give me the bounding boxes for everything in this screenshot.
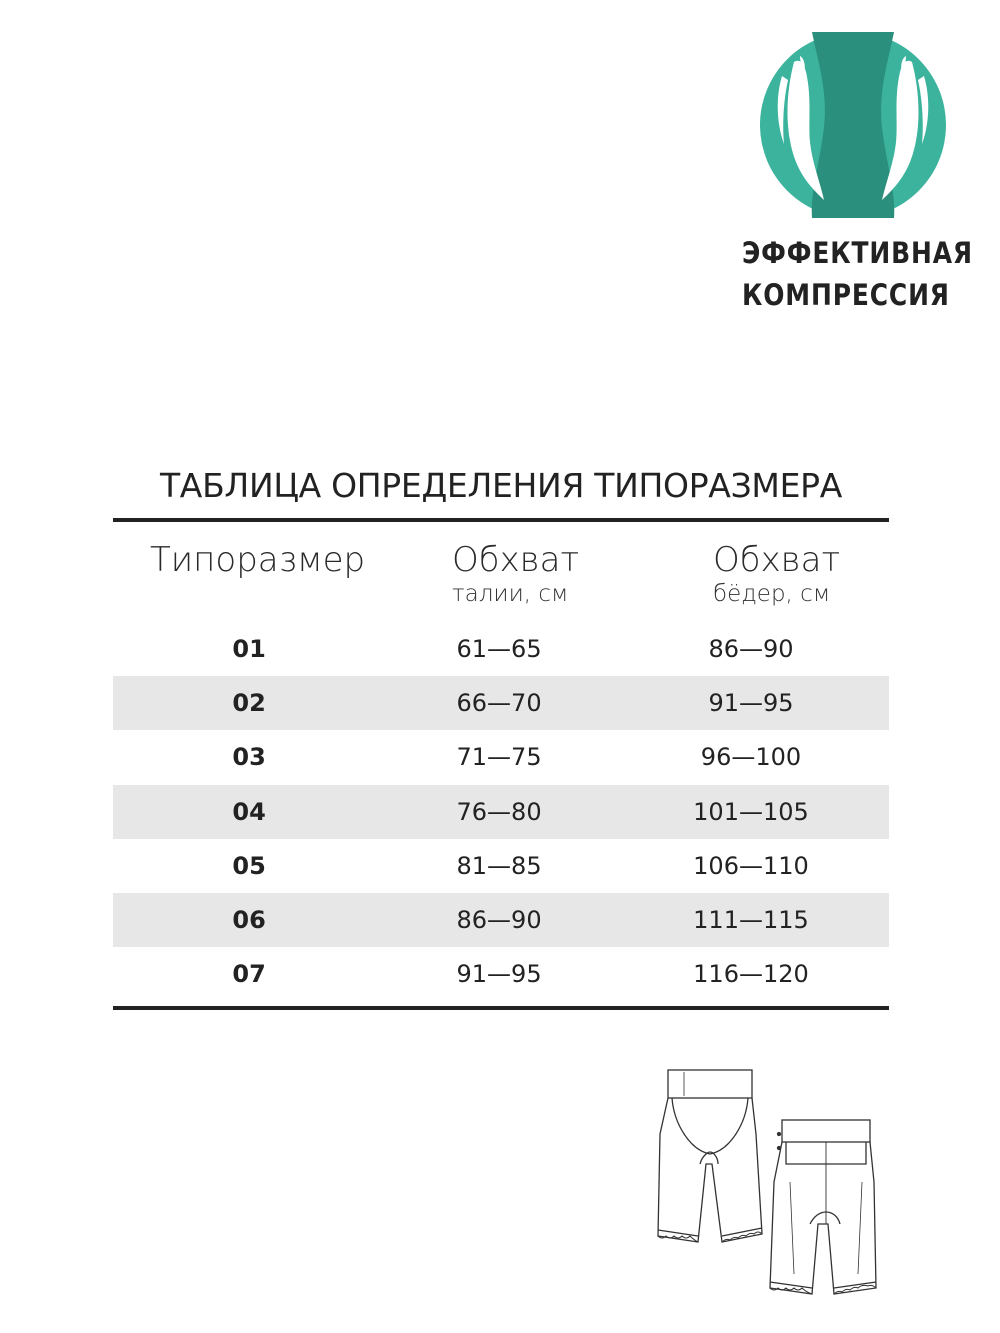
cell-size: 05: [232, 851, 266, 880]
header-waist-sub: талии, см: [452, 581, 569, 607]
header-hips: [713, 540, 840, 606]
header-waist: [452, 540, 579, 606]
cell-waist: 86—90: [456, 906, 542, 935]
size-table-body: [113, 622, 889, 1001]
cell-size: 01: [232, 635, 266, 664]
header-size: [150, 540, 365, 580]
table-top-rule: [113, 518, 889, 522]
badge-line-1: ЭФФЕКТИВНАЯ: [742, 236, 973, 270]
table-bottom-rule: [113, 1006, 889, 1010]
badge-label: [742, 232, 973, 316]
table-row: [113, 730, 889, 784]
cell-hips: 111—115: [693, 906, 809, 935]
cell-hips: 91—95: [708, 689, 794, 718]
header-hips-sub: бёдер, см: [713, 581, 831, 607]
table-title: ТАБЛИЦА ОПРЕДЕЛЕНИЯ ТИПОРАЗМЕРА: [159, 466, 843, 505]
table-row: [113, 839, 889, 893]
table-row: [113, 622, 889, 676]
cell-size: 04: [232, 797, 266, 826]
table-row: [113, 785, 889, 839]
cell-size: 07: [232, 960, 266, 989]
table-row: [113, 676, 889, 730]
cell-hips: 96—100: [700, 743, 802, 772]
cell-size: 02: [232, 689, 266, 718]
cell-hips: 106—110: [693, 851, 809, 880]
cell-waist: 76—80: [456, 797, 542, 826]
table-row: [113, 947, 889, 1001]
cell-hips: 86—90: [708, 635, 794, 664]
cell-waist: 66—70: [456, 689, 542, 718]
cell-hips: 116—120: [693, 960, 809, 989]
cell-hips: 101—105: [693, 797, 809, 826]
header-waist-main: Обхват: [452, 540, 580, 580]
cell-waist: 81—85: [456, 851, 542, 880]
maternity-shorts-sketch-icon: [650, 1064, 880, 1300]
cell-size: 06: [232, 906, 266, 935]
table-row: [113, 893, 889, 947]
cell-size: 03: [232, 743, 266, 772]
cell-waist: 71—75: [456, 743, 542, 772]
cell-waist: 61—65: [456, 635, 542, 664]
header-hips-main: Обхват: [713, 540, 841, 580]
header-size-label: Типоразмер: [150, 540, 366, 580]
compression-torso-hands-icon: [760, 32, 946, 218]
badge-line-2: КОМПРЕССИЯ: [742, 278, 950, 312]
cell-waist: 91—95: [456, 960, 542, 989]
